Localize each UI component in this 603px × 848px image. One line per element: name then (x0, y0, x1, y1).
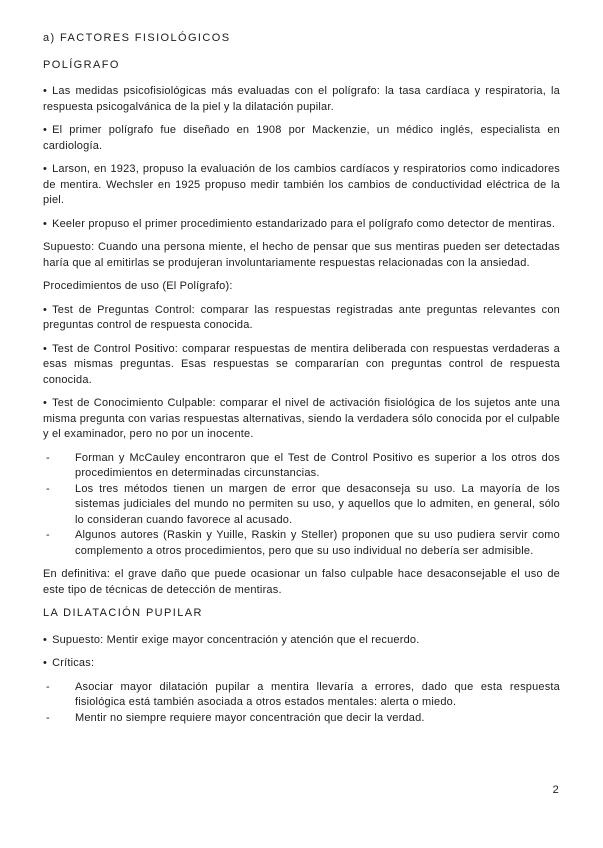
dash-marker: - (46, 529, 50, 541)
dash-marker: - (46, 680, 50, 693)
paragraph-test-conocimiento-culpable (43, 396, 560, 443)
heading-poligrafo: POLÍGRAFO (43, 58, 120, 71)
paragraph-medidas (43, 84, 560, 115)
list-item-text: Forman y McCauley encontraron que el Test de Control Positivo es superior a los otros dos procedimientos en determinadas circunstancias. (75, 451, 560, 479)
dash-marker: - (46, 711, 50, 724)
paragraph-larson (43, 162, 560, 209)
bullet-icon: • (43, 303, 48, 316)
section-heading-a: a) FACTORES FISIOLÓGICOS (43, 32, 231, 44)
paragraph-medidas-text: Las medidas psicofisiológicas más evaluadas con el polígrafo: la tasa cardíaca y respiratoria, la respuesta psicogalvánica de la piel y la dilatación pupilar. (43, 85, 560, 113)
paragraph-supuesto: Supuesto: Cuando una persona miente, el hecho de pensar que sus mentiras pueden ser detectadas haría que al emitirlas se produjeran involuntariamente respuestas relacionadas con la ansiedad. (43, 241, 560, 269)
paragraph-criticas (43, 656, 560, 672)
paragraph-keeler-text: Keeler propuso el primer procedimiento estandarizado para el polígrafo como detector de mentiras. (52, 217, 556, 230)
dash-marker: - (46, 451, 50, 464)
dash-list-pupilar (43, 680, 560, 727)
list-item-text: Algunos autores (Raskin y Yuille, Raskin y Steller) proponen que su uso pudiera servir como complemento a otros procedimientos, pero que su uso individual no debería ser admisible. (75, 529, 560, 557)
paragraph-supuesto-pupilar (43, 633, 560, 649)
paragraph-test-conocimiento-culpable-text: Test de Conocimiento Culpable: comparar el nivel de activación fisiológica de los sujetos ante una misma pregunta con varias respuestas alternativas, siendo la verdadera sólo conocida por el culpable y el examinador, pero no por un inocente. (43, 397, 560, 440)
paragraph-test-preguntas-control-text: Test de Preguntas Control: comparar las respuestas registradas ante preguntas relevantes con preguntas control de respuesta conocida. (43, 303, 560, 331)
paragraph-supuesto-pupilar-text: Supuesto: Mentir exige mayor concentración y atención que el recuerdo. (52, 633, 420, 646)
list-item-text: Asociar mayor dilatación pupilar a mentira llevaría a errores, dado que esta respuesta fisiológica está también asociada a otros estados mentales: alerta o miedo. (75, 680, 560, 708)
paragraph-larson-text: Larson, en 1923, propuso la evaluación de los cambios cardíacos y respiratorios como indicadores de mentira. Wechsler en 1925 propuso medir también los cambios de conductividad eléctrica de la piel. (43, 163, 560, 206)
bullet-icon: • (43, 633, 48, 646)
list-item (43, 680, 560, 711)
bullet-icon: • (43, 342, 48, 355)
paragraph-criticas-text: Críticas: (52, 657, 95, 669)
list-item-text: Los tres métodos tienen un margen de error que desaconseja su uso. La mayoría de los sistemas judiciales del mundo no permiten su uso, y aquellos que lo admiten, en general, sólo lo consideran cuando favorece al acusado. (75, 482, 560, 526)
list-item (43, 528, 560, 559)
paragraph-procedimientos: Procedimientos de uso (El Polígrafo): (43, 280, 233, 292)
list-item (43, 711, 560, 727)
bullet-icon: • (43, 85, 48, 97)
list-item (43, 482, 560, 529)
bullet-icon: • (43, 397, 48, 409)
paragraph-primer-poligrafo-text: El primer polígrafo fue diseñado en 1908 por Mackenzie, un médico inglés, especialista en cardiología. (43, 124, 560, 152)
bullet-icon: • (43, 124, 48, 136)
paragraph-keeler (43, 217, 560, 233)
paragraph-test-control-positivo-text: Test de Control Positivo: comparar respuestas de mentira deliberada con respuestas verdaderas a esas mismas preguntas. Esas respuestas se compararían con preguntas control de respuesta conocida. (43, 342, 560, 386)
bullet-icon: • (43, 217, 48, 230)
paragraph-en-definitiva: En definitiva: el grave daño que puede ocasionar un falso culpable hace desaconsejable el uso de este tipo de técnicas de detección de mentiras. (43, 568, 560, 596)
paragraph-primer-poligrafo (43, 123, 560, 154)
list-item-text: Mentir no siempre requiere mayor concentración que decir la verdad. (75, 711, 425, 724)
dash-marker: - (46, 482, 50, 495)
paragraph-test-preguntas-control (43, 303, 560, 334)
list-item (43, 451, 560, 482)
heading-dilatacion-pupilar: LA DILATACIÓN PUPILAR (43, 607, 203, 619)
bullet-icon: • (43, 657, 48, 669)
dash-list-poligrafo (43, 451, 560, 560)
paragraph-test-control-positivo (43, 342, 560, 389)
page-number: 2 (552, 783, 559, 796)
bullet-icon: • (43, 163, 48, 175)
